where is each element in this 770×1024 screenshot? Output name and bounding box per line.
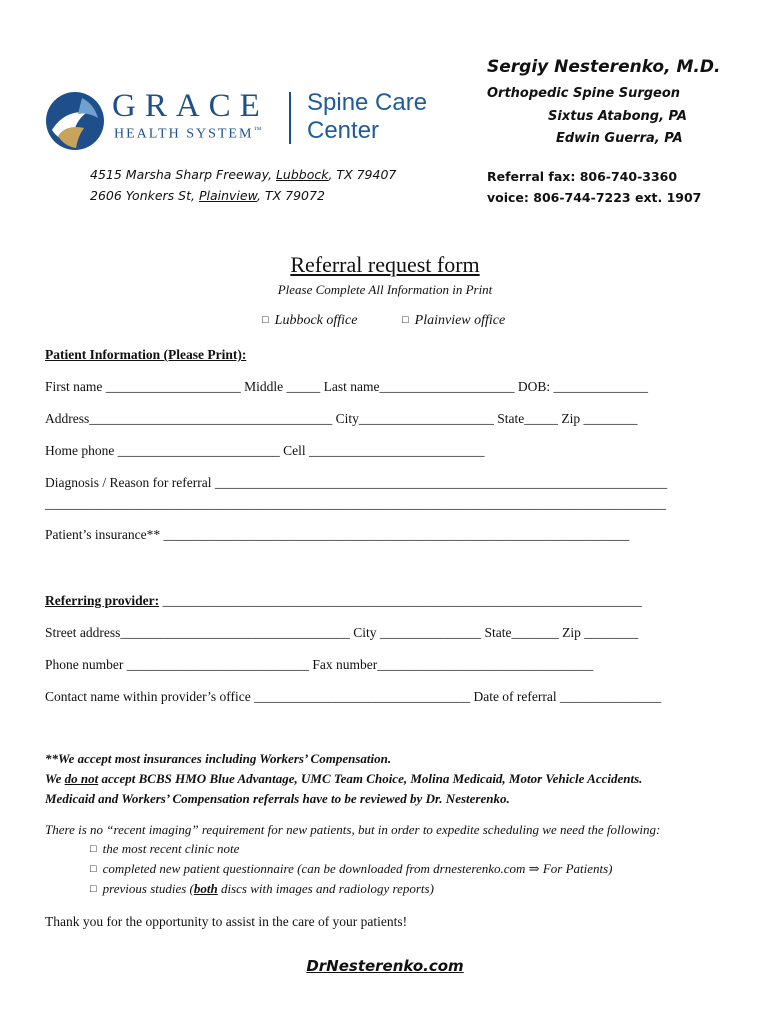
imaging-requirement: There is no “recent imaging” requirement for new patients, but in order to expedite scheduling we need the following: xyxy=(45,822,661,837)
checkbox-icon: □ xyxy=(90,843,97,855)
checkbox-icon: □ xyxy=(90,863,97,875)
checkbox-icon[interactable]: □ xyxy=(262,314,269,326)
staff-pa-2: Edwin Guerra, PA xyxy=(556,131,683,146)
requirement-item: □ completed new patient questionnaire (can be downloaded from drnesterenko.com ⇒ For Patients) xyxy=(90,861,613,876)
address-plainview: 2606 Yonkers St, Plainview, TX 79072 xyxy=(90,188,325,203)
office-checkbox-plainview[interactable]: □ Plainview office xyxy=(402,313,506,328)
office-checkbox-lubbock[interactable]: □ Lubbock office xyxy=(262,313,358,328)
checkbox-icon: □ xyxy=(90,883,97,895)
insurance-note-1: **We accept most insurances including Workers’ Compensation. xyxy=(45,751,392,766)
voice-phone: voice: 806-744-7223 ext. 1907 xyxy=(487,190,702,205)
patient-phone-row[interactable]: Home phone ________________________ Cell __________________________ xyxy=(45,443,485,458)
logo-health-system: HEALTH SYSTEM™ xyxy=(114,125,262,142)
patient-info-heading: Patient Information (Please Print): xyxy=(45,347,247,362)
insurance-note-3: Medicaid and Workers’ Compensation referrals have to be reviewed by Dr. Nesterenko. xyxy=(45,791,510,806)
requirement-item: □ previous studies (both discs with images and radiology reports) xyxy=(90,881,434,896)
checkbox-icon[interactable]: □ xyxy=(402,314,409,326)
form-title: Referral request form xyxy=(290,252,480,277)
patient-address-row[interactable]: Address____________________________________ City____________________ State_____ Zip ________ xyxy=(45,411,638,426)
address-lubbock: 4515 Marsha Sharp Freeway, Lubbock, TX 79407 xyxy=(90,167,397,182)
referring-provider-heading: Referring provider: xyxy=(45,593,160,608)
requirement-item: □ the most recent clinic note xyxy=(90,841,240,856)
provider-phone-row[interactable]: Phone number ___________________________ Fax number________________________________ xyxy=(45,657,594,672)
logo-spine-care-center: Spine Care Center xyxy=(307,89,428,144)
patient-name-row[interactable]: First name ____________________ Middle _____ Last name____________________ DOB: ______________ xyxy=(45,379,648,394)
diagnosis-row[interactable]: Diagnosis / Reason for referral ___________________________________________________________________ xyxy=(45,475,668,490)
staff-pa-1: Sixtus Atabong, PA xyxy=(548,109,687,124)
thank-you-note: Thank you for the opportunity to assist in the care of your patients! xyxy=(45,914,408,929)
form-subtitle: Please Complete All Information in Print xyxy=(277,282,493,297)
provider-address-row[interactable]: Street address__________________________________ City _______________ State_______ Zip ________ xyxy=(45,625,639,640)
diagnosis-continuation-row[interactable]: ____________________________________________________________________________________________ xyxy=(45,496,666,511)
referring-provider-row[interactable]: Referring provider: _______________________________________________________________________ xyxy=(45,593,642,608)
logo-divider xyxy=(289,92,291,144)
patient-insurance-row[interactable]: Patient’s insurance** _____________________________________________________________________ xyxy=(45,527,630,542)
doctor-title: Orthopedic Spine Surgeon xyxy=(487,86,681,101)
provider-contact-row[interactable]: Contact name within provider’s office ________________________________ Date of referral _______________ xyxy=(45,689,662,704)
insurance-note-2: We do not accept BCBS HMO Blue Advantage, UMC Team Choice, Molina Medicaid, Motor Vehicle Accidents. xyxy=(45,771,643,786)
grace-logo-icon xyxy=(44,90,106,152)
doctor-name: Sergiy Nesterenko, M.D. xyxy=(487,57,721,77)
footer-website-link[interactable]: DrNesterenko.com xyxy=(306,957,464,975)
referral-fax: Referral fax: 806-740-3360 xyxy=(487,169,678,184)
logo-grace-word: GRACE xyxy=(112,88,269,124)
